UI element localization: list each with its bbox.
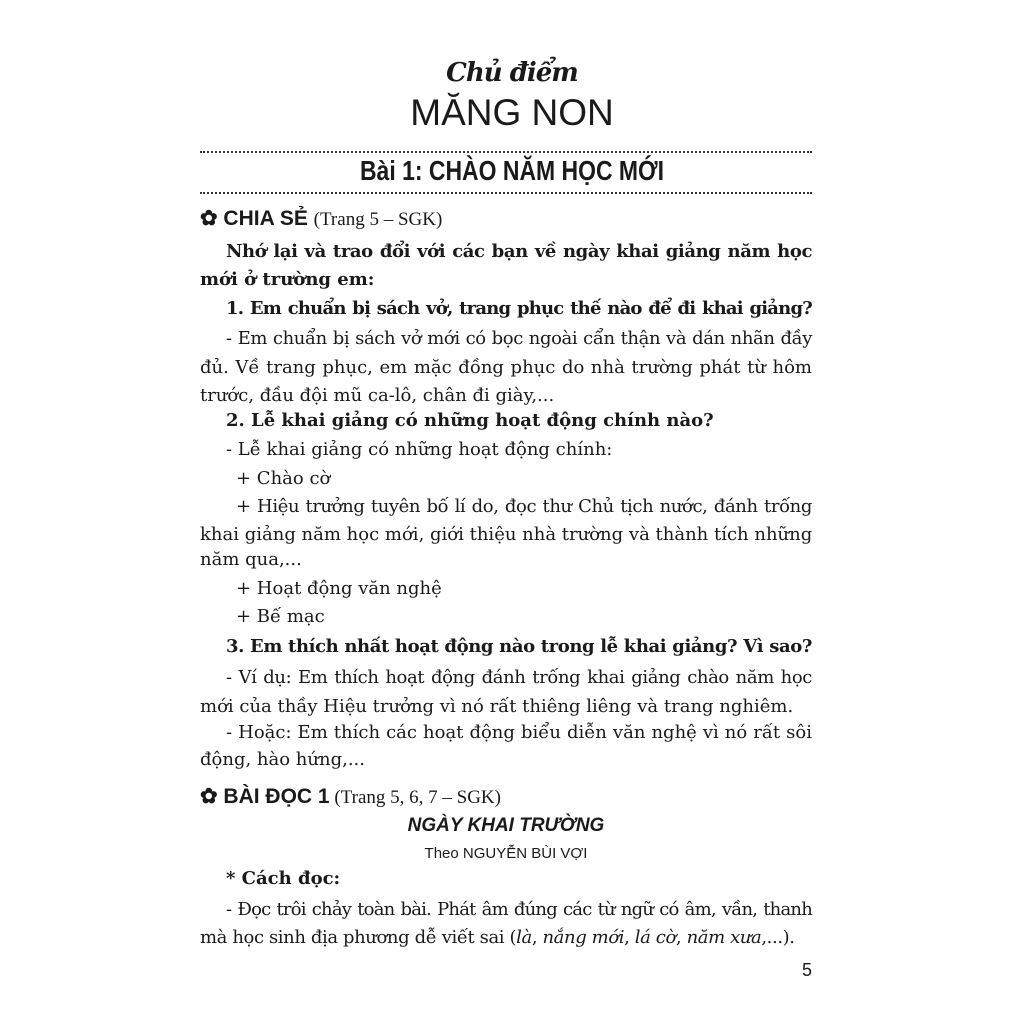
text-segment: + Chào cờ	[236, 468, 331, 489]
text-segment: động, hào hứng,...	[200, 749, 365, 770]
theme-title: MĂNG NON	[410, 92, 614, 133]
text-line	[226, 635, 812, 659]
text-line	[200, 748, 812, 772]
text-line	[200, 207, 812, 232]
text-line	[200, 356, 812, 380]
text-segment: nắng mới	[542, 927, 625, 948]
text-segment: ,	[675, 927, 687, 948]
divider-top	[200, 151, 812, 153]
text-segment: ,	[531, 927, 543, 948]
text-segment: năm qua,...	[200, 549, 302, 570]
text-line	[226, 438, 812, 462]
text-segment: 2. Lễ khai giảng có những hoạt động chính nào?	[226, 410, 714, 431]
text-segment: - Đọc trôi chảy toàn bài. Phát âm đúng các từ ngữ có âm, vần, thanh	[226, 899, 812, 920]
text-line	[226, 409, 812, 433]
text-segment: ✿ CHIA SẺ	[200, 207, 314, 230]
text-line	[236, 495, 812, 519]
text-line	[200, 523, 812, 547]
text-line	[200, 268, 812, 292]
text-segment: (Trang 5, 6, 7 – SGK)	[329, 787, 501, 808]
text-line	[226, 327, 812, 351]
text-segment: - Lễ khai giảng có những hoạt động chính:	[226, 439, 613, 460]
text-line	[226, 297, 812, 321]
text-segment: mới ở trường em:	[200, 269, 375, 290]
text-line	[226, 240, 812, 264]
text-line	[200, 926, 812, 950]
text-segment: - Ví dụ: Em thích hoạt động đánh trống khai giảng chào năm học	[226, 667, 812, 688]
text-segment: 3. Em thích nhất hoạt động nào trong lễ khai giảng? Vì sao?	[226, 636, 812, 657]
text-segment: NGÀY KHAI TRƯỜNG	[407, 815, 605, 836]
text-segment: ✿ BÀI ĐỌC 1	[200, 785, 330, 808]
text-segment: * Cách đọc:	[226, 868, 341, 889]
text-line	[236, 577, 812, 601]
text-segment: ,	[624, 927, 635, 948]
divider-bottom	[200, 192, 812, 194]
text-line	[200, 841, 812, 866]
text-line	[200, 548, 812, 572]
text-segment: 1. Em chuẩn bị sách vở, trang phục thế nào để đi khai giảng?	[226, 298, 812, 319]
text-segment: mà học sinh địa phương dễ viết sai (	[200, 927, 517, 948]
text-line	[226, 867, 812, 891]
text-segment: - Em chuẩn bị sách vở mới có bọc ngoài cẩn thận và dán nhãn đầy	[226, 328, 812, 349]
text-line	[200, 814, 812, 838]
text-segment: Theo NGUYỄN BÙI VỢI	[424, 845, 588, 862]
text-segment: + Bế mạc	[236, 606, 325, 627]
text-line	[226, 666, 812, 690]
text-segment: + Hiệu trưởng tuyên bố lí do, đọc thư Chủ tịch nước, đánh trống	[236, 496, 812, 517]
text-segment: đủ. Về trang phục, em mặc đồng phục do nhà trường phát từ hôm	[200, 357, 812, 378]
text-segment: là	[516, 927, 532, 948]
text-line	[200, 384, 812, 408]
text-segment: Nhớ lại và trao đổi với các bạn về ngày khai giảng năm học	[226, 241, 812, 262]
text-segment: mới của thầy Hiệu trưởng vì nó rất thiêng liêng và trang nghiêm.	[200, 696, 794, 717]
text-line	[226, 898, 812, 922]
text-line	[200, 785, 812, 810]
text-segment: khai giảng năm học mới, giới thiệu nhà trường và thành tích những	[200, 524, 813, 545]
text-line	[200, 695, 812, 719]
text-segment: trước, đầu đội mũ ca-lô, chân đi giày,...	[200, 385, 555, 406]
text-segment: ,...).	[761, 927, 795, 948]
text-segment: - Hoặc: Em thích các hoạt động biểu diễn văn nghệ vì nó rất sôi	[226, 722, 812, 743]
text-line	[226, 721, 812, 745]
text-line	[236, 467, 812, 491]
text-segment: năm xưa	[686, 927, 762, 948]
text-line	[236, 605, 812, 629]
text-segment: lá cờ	[634, 927, 676, 948]
text-segment: (Trang 5 – SGK)	[313, 209, 443, 230]
page-number: 5	[801, 960, 812, 980]
lesson-title: Bài 1: CHÀO NĂM HỌC MỚI	[359, 155, 665, 186]
text-segment: + Hoạt động văn nghệ	[236, 578, 442, 599]
theme-label: Chủ điểm	[446, 58, 578, 88]
